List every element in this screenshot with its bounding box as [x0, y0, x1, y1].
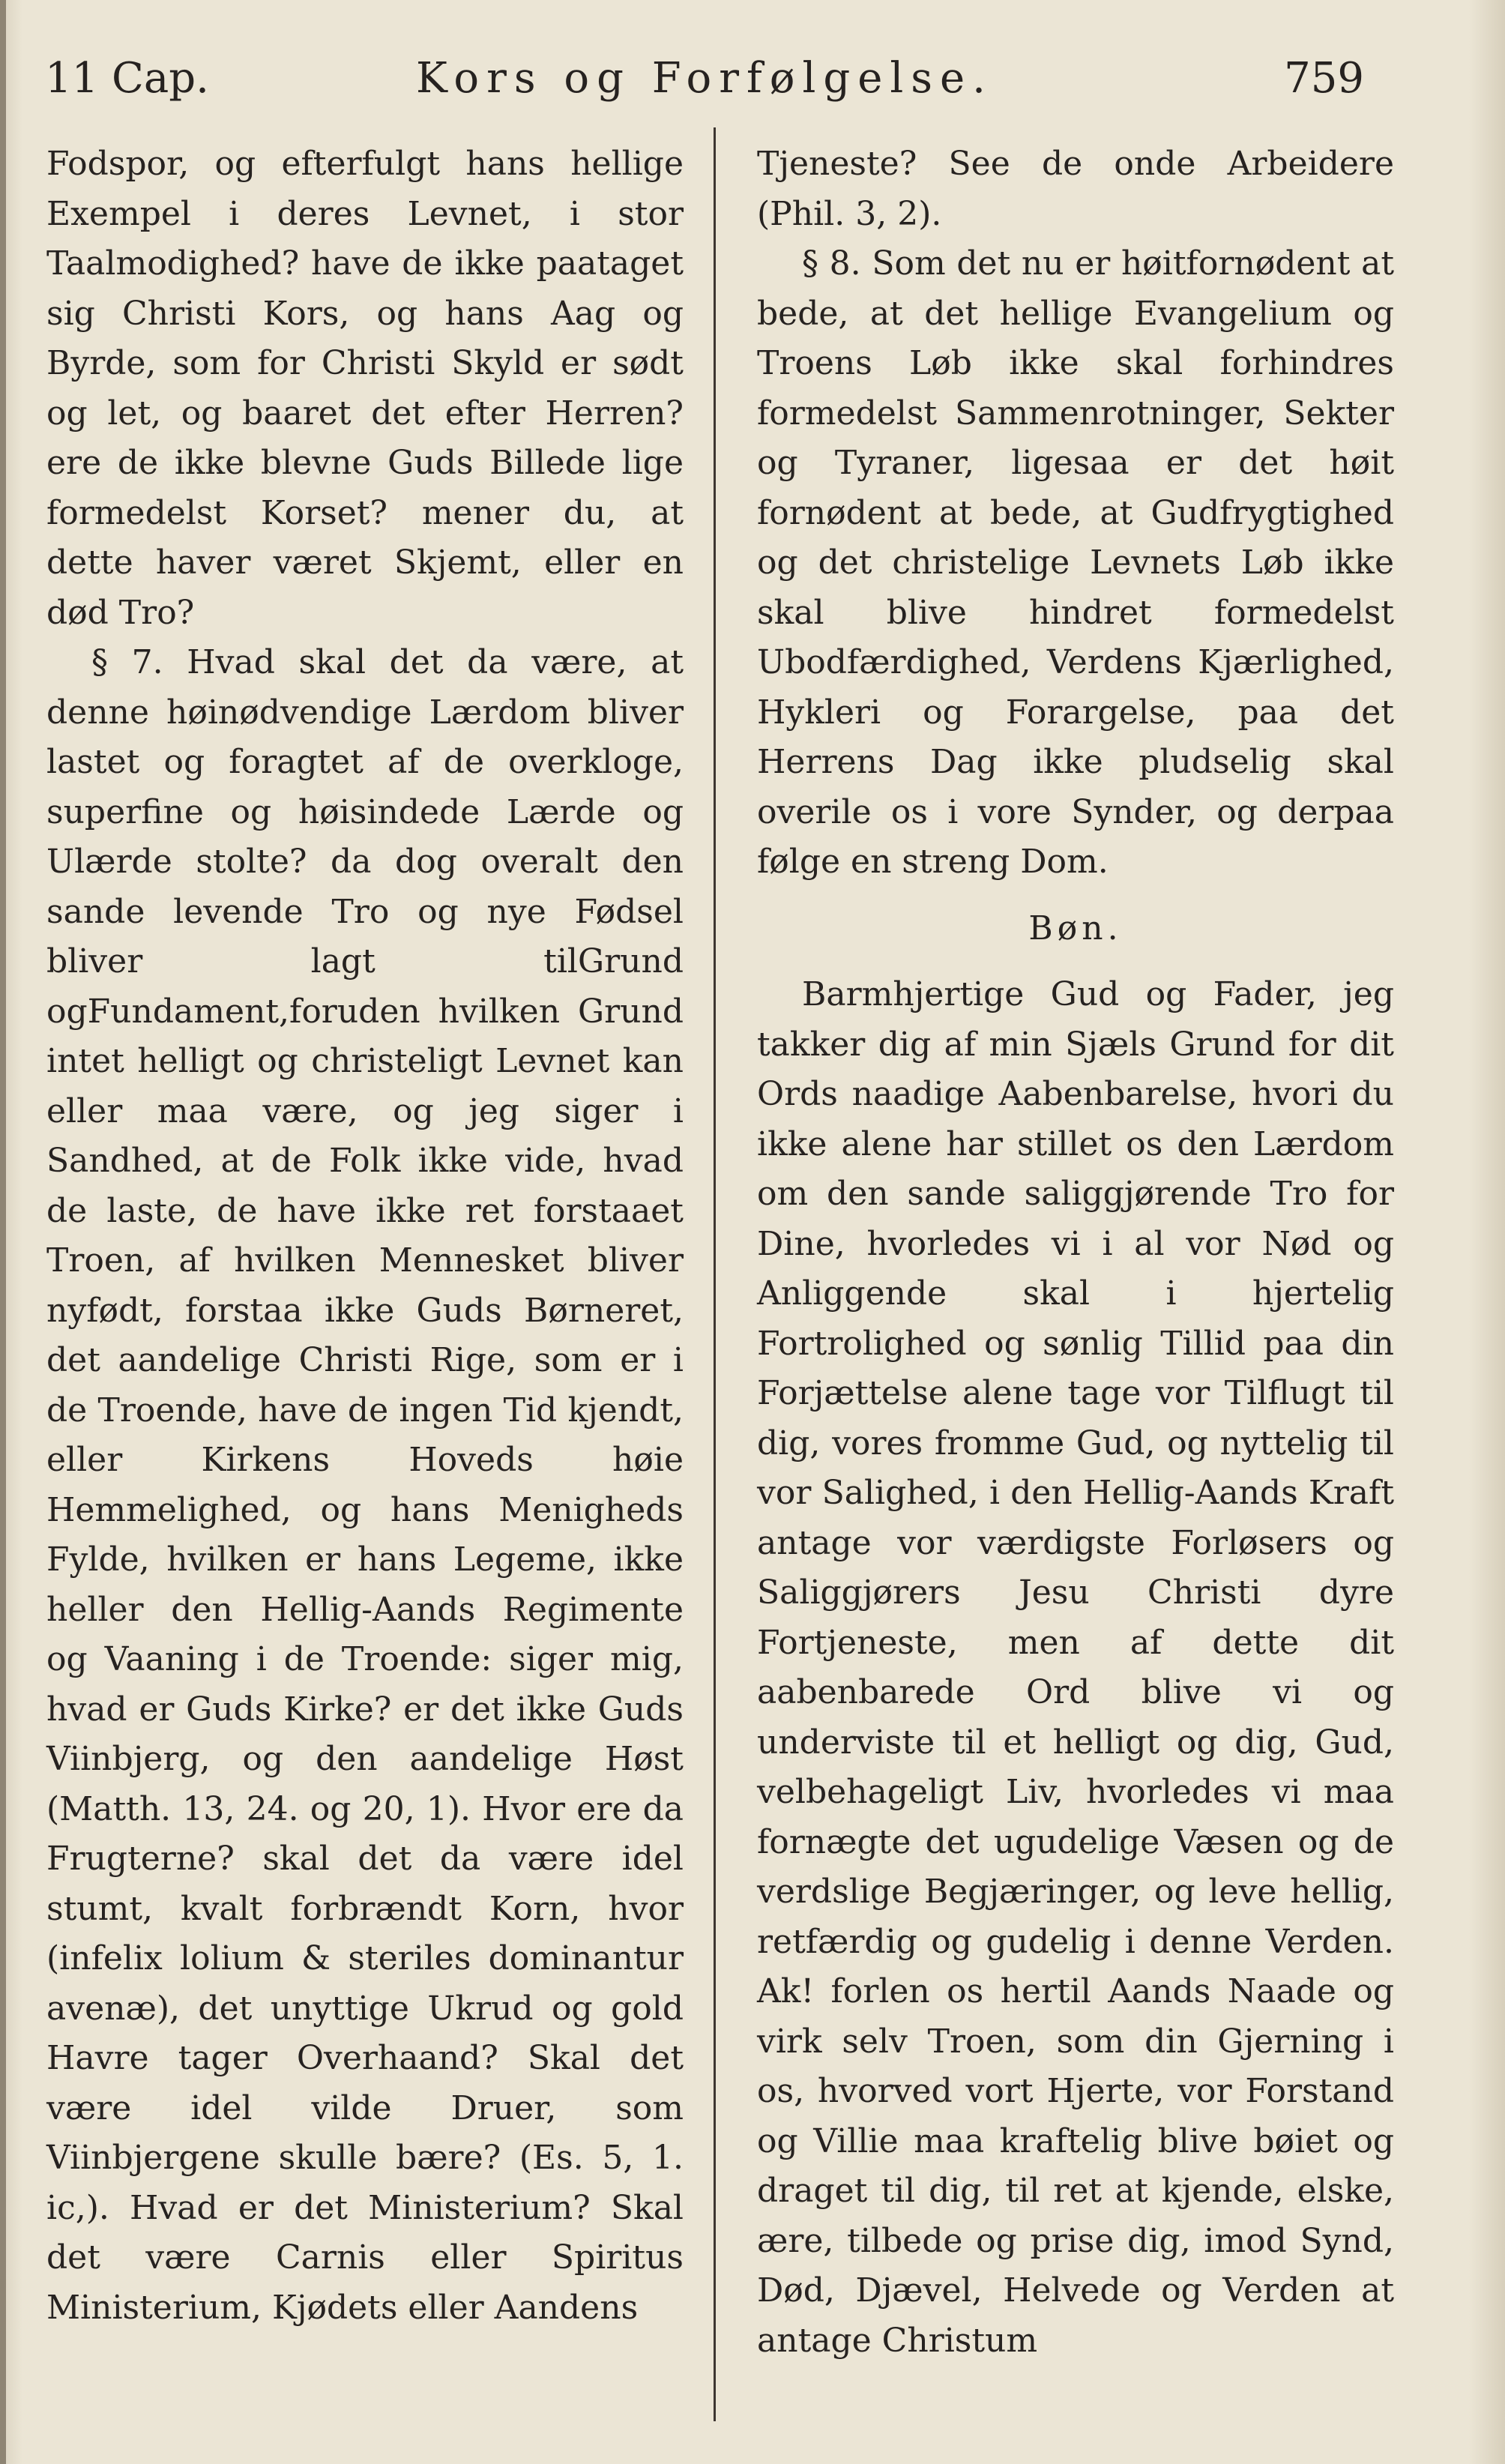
chapter-label: 11 Cap.: [45, 54, 209, 103]
prayer-heading: Bøn.: [1028, 909, 1123, 948]
right-column: [757, 139, 1394, 2366]
left-column: [46, 139, 684, 2333]
paragraph: Tjeneste? See de onde Arbeidere (Phil. 3, 2).: [757, 145, 1394, 233]
page-number: 759: [1284, 54, 1364, 103]
column-divider: [714, 127, 716, 2421]
prayer-text: Barmhjertige Gud og Fader, jeg takker dig af min Sjæls Grund for dit Ords naadige Aabenbarelse, hvori du ikke alene har stillet os den Lærdom om den sande saliggjørende Tro for Dine, hvorledes vi i al vor Nød og Anliggende skal i hjertelig Fortrolighed og sønlig Tillid paa din Forjættelse alene tage vor Tilflugt til dig, vores fromme Gud, og nyttelig til vor Salighed, i den Hellig-Aands Kraft antage vor værdigste Forløsers og Saliggjørers Jesu Christi dyre Fortjeneste, men af dette dit aabenbarede Ord blive vi og underviste til et helligt og dig, Gud, velbehageligt Liv, hvorledes vi maa fornægte det ugudelige Væsen og de verdslige Begjæringer, og leve hellig, retfærdig og gudelig i denne Verden. Ak! forlen os hertil Aands Naade og virk selv Troen, som din Gjerning i os, hvorved vort Hjerte, vor Forstand og Villie maa kraftelig blive bøiet og draget til dig, til ret at kjende, elske, ære, tilbede og prise dig, imod Synd, Død, Djævel, Helvede og Verden at antage Christum: [757, 975, 1394, 2360]
page-edge: [0, 0, 6, 2464]
paragraph-section-8: § 8. Som det nu er høitfornødent at bede, at det hellige Evangelium og Troens Løb ikke skal forhindres formedelst Sammenrotninger, Sekter og Tyraner, ligesaa er det høit fornødent at bede, at Gudfrygtighed og det christelige Levnets Løb ikke skal blive hindret formedelst Ubodfærdighed, Verdens Kjærlighed, Hykleri og Forargelse, paa det Herrens Dag ikke pludselig skal overile os i vore Synder, og derpaa følge en streng Dom.: [757, 244, 1394, 881]
running-header: [45, 45, 1364, 112]
paragraph-section-7: § 7. Hvad skal det da være, at denne høinødvendige Lærdom bliver lastet og foragtet af de overkloge, superfine og høisindede Lærde og Ulærde stolte? da dog overalt den sande levende Tro og nye Fødsel bliver lagt tilGrund ogFundament,foruden hvilken Grund intet helligt og christeligt Levnet kan eller maa være, og jeg siger i Sandhed, at de Folk ikke vide, hvad de laste, de have ikke ret forstaaet Troen, af hvilken Mennesket bliver nyfødt, forstaa ikke Guds Børneret, det aandelige Christi Rige, som er i de Troende, have de ingen Tid kjendt, eller Kirkens Hoveds høie Hemmelighed, og hans Menigheds Fylde, hvilken er hans Legeme, ikke heller den Hellig-Aands Regimente og Vaaning i de Troende: siger mig, hvad er Guds Kirke? er det ikke Guds Viinbjerg, og den aandelige Høst (Matth. 13, 24. og 20, 1). Hvor ere da Frugterne? skal det da være idel stumt, kvalt forbrændt Korn, hvor (infelix lolium & steriles dominantur avenæ), det unyttige Ukrud og gold Havre tager Overhaand? Skal det være idel vilde Druer, som Viinbjergene skulle bære? (Es. 5, 1. ic,). Hvad er det Ministerium? Skal det være Carnis eller Spiritus Ministerium, Kjødets eller Aandens: [46, 643, 684, 2327]
running-title: Kors og Forfølgelse.: [416, 54, 993, 103]
paragraph: Fodspor, og efterfulgt hans hellige Exempel i deres Levnet, i stor Taalmodighed? have de ikke paataget sig Christi Kors, og hans Aag og Byrde, som for Christi Skyld er sødt og let, og baaret det efter Herren? ere de ikke blevne Guds Billede lige formedelst Korset? mener du, at dette haver været Skjemt, eller en død Tro?: [46, 145, 684, 632]
